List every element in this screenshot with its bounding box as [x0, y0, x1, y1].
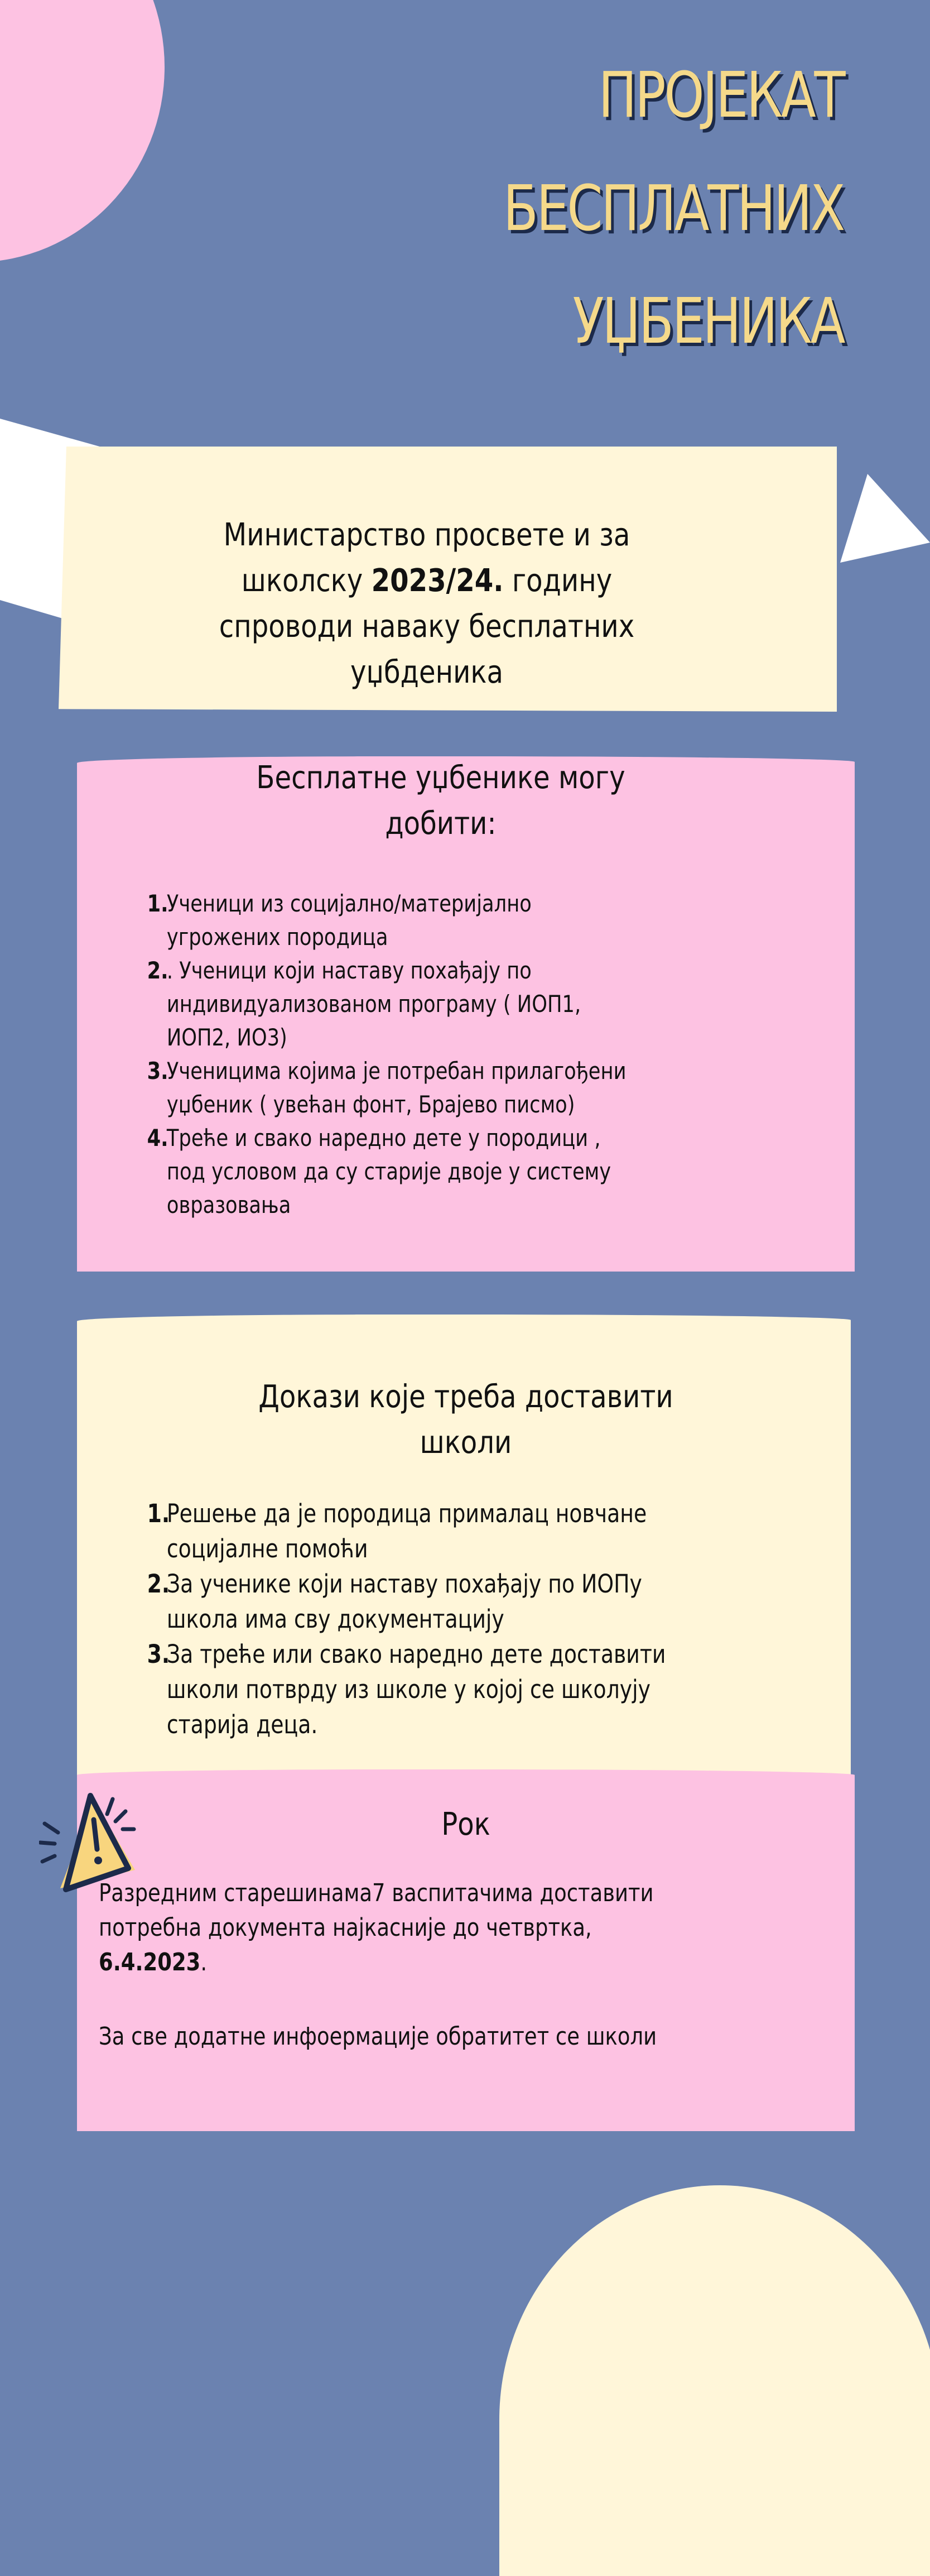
eligible-item-2 [147, 954, 627, 1054]
item-number: 3. [147, 1057, 168, 1085]
deadline-line-3 [99, 1945, 654, 1980]
eligible-item-4 [147, 1121, 627, 1222]
item-line: Треће и свако наредно дете у породици , [166, 1124, 601, 1152]
proofs-heading-line-1: Докази које треба доставити [258, 1379, 673, 1415]
proofs-item-1 [147, 1496, 666, 1566]
item-line: За ученике који наставу похађају по ИОПу [166, 1569, 642, 1599]
decorative-white-triangle [837, 469, 930, 569]
intro-text [156, 512, 698, 695]
item-line: старија деца. [166, 1710, 318, 1739]
intro-line-4: уџбденика [350, 654, 503, 690]
item-line: Решење да је породица прималац новчане [166, 1499, 647, 1528]
proofs-heading [202, 1374, 730, 1466]
deadline-paragraph [99, 1876, 654, 1980]
intro-line-2 [156, 558, 698, 604]
item-line: уџбеник ( увећан фонт, Брајево писмо) [166, 1091, 575, 1118]
proofs-list [147, 1496, 666, 1742]
contact-note: За све додатне инфоермације обратитет се школи [99, 2022, 657, 2051]
deadline-line-2: потребна документа најкасније до четвртка, [99, 1913, 592, 1942]
item-line: ИОП2, ИО3) [166, 1024, 287, 1051]
eligible-heading [177, 755, 705, 847]
proofs-heading-line-2: школи [420, 1424, 512, 1461]
item-line: индивидуализованом програму ( ИОП1, [166, 990, 581, 1018]
decorative-cream-ellipse [499, 2185, 930, 2576]
item-line: угрожених породица [166, 923, 388, 951]
deadline-date-suffix: . [200, 1948, 208, 1977]
item-number: 2. [147, 1569, 170, 1599]
title-line-3: УЏБЕНИКА [572, 285, 844, 358]
intro-line-1: Министарство просвете и за [223, 517, 630, 553]
eligible-heading-line-2: добити: [385, 805, 497, 842]
deadline-date: 6.4.2023 [99, 1948, 201, 1977]
eligible-heading-line-1: Бесплатне уџбенике могу [256, 760, 625, 796]
item-number: 3. [147, 1639, 170, 1669]
item-line: социјалне помоћи [166, 1534, 368, 1563]
title-line-2: БЕСПЛАТНИХ [503, 172, 844, 245]
item-number: 4. [147, 1124, 168, 1152]
item-line: школи потврду из школе у којој се школују [166, 1675, 650, 1704]
title-line-1: ПРОЈЕКАТ [598, 59, 844, 132]
item-line: под условом да су старије двоје у систему [166, 1158, 611, 1185]
item-line: . Ученици који наставу похађају по [166, 957, 532, 984]
item-number: 1. [147, 1499, 170, 1528]
deadline-heading: Рок [441, 1806, 490, 1843]
intro-line-2-end: годину [503, 563, 613, 599]
decorative-pink-circle [0, 0, 165, 262]
eligible-list [147, 887, 627, 1222]
eligible-item-3 [147, 1054, 627, 1121]
item-line: За треће или свако наредно дете доставити [166, 1639, 666, 1669]
item-line: Ученицима којима је потребан прилагођени [166, 1057, 627, 1085]
school-year: 2023/24. [371, 563, 504, 599]
item-line: школа има сву документацију [166, 1604, 504, 1634]
deadline-line-1: Разредним старешинама7 васпитачима доставити [99, 1879, 654, 1907]
item-line: овразовања [166, 1191, 291, 1219]
eligible-item-1 [147, 887, 627, 954]
item-line: Ученици из социјално/материјално [166, 890, 532, 917]
intro-line-3: спроводи наваку бесплатних [219, 608, 635, 645]
proofs-item-2 [147, 1566, 666, 1637]
item-number: 1. [147, 890, 168, 917]
intro-line-2-start: школску [241, 563, 372, 599]
proofs-item-3 [147, 1637, 666, 1742]
item-number: 2. [147, 957, 168, 984]
